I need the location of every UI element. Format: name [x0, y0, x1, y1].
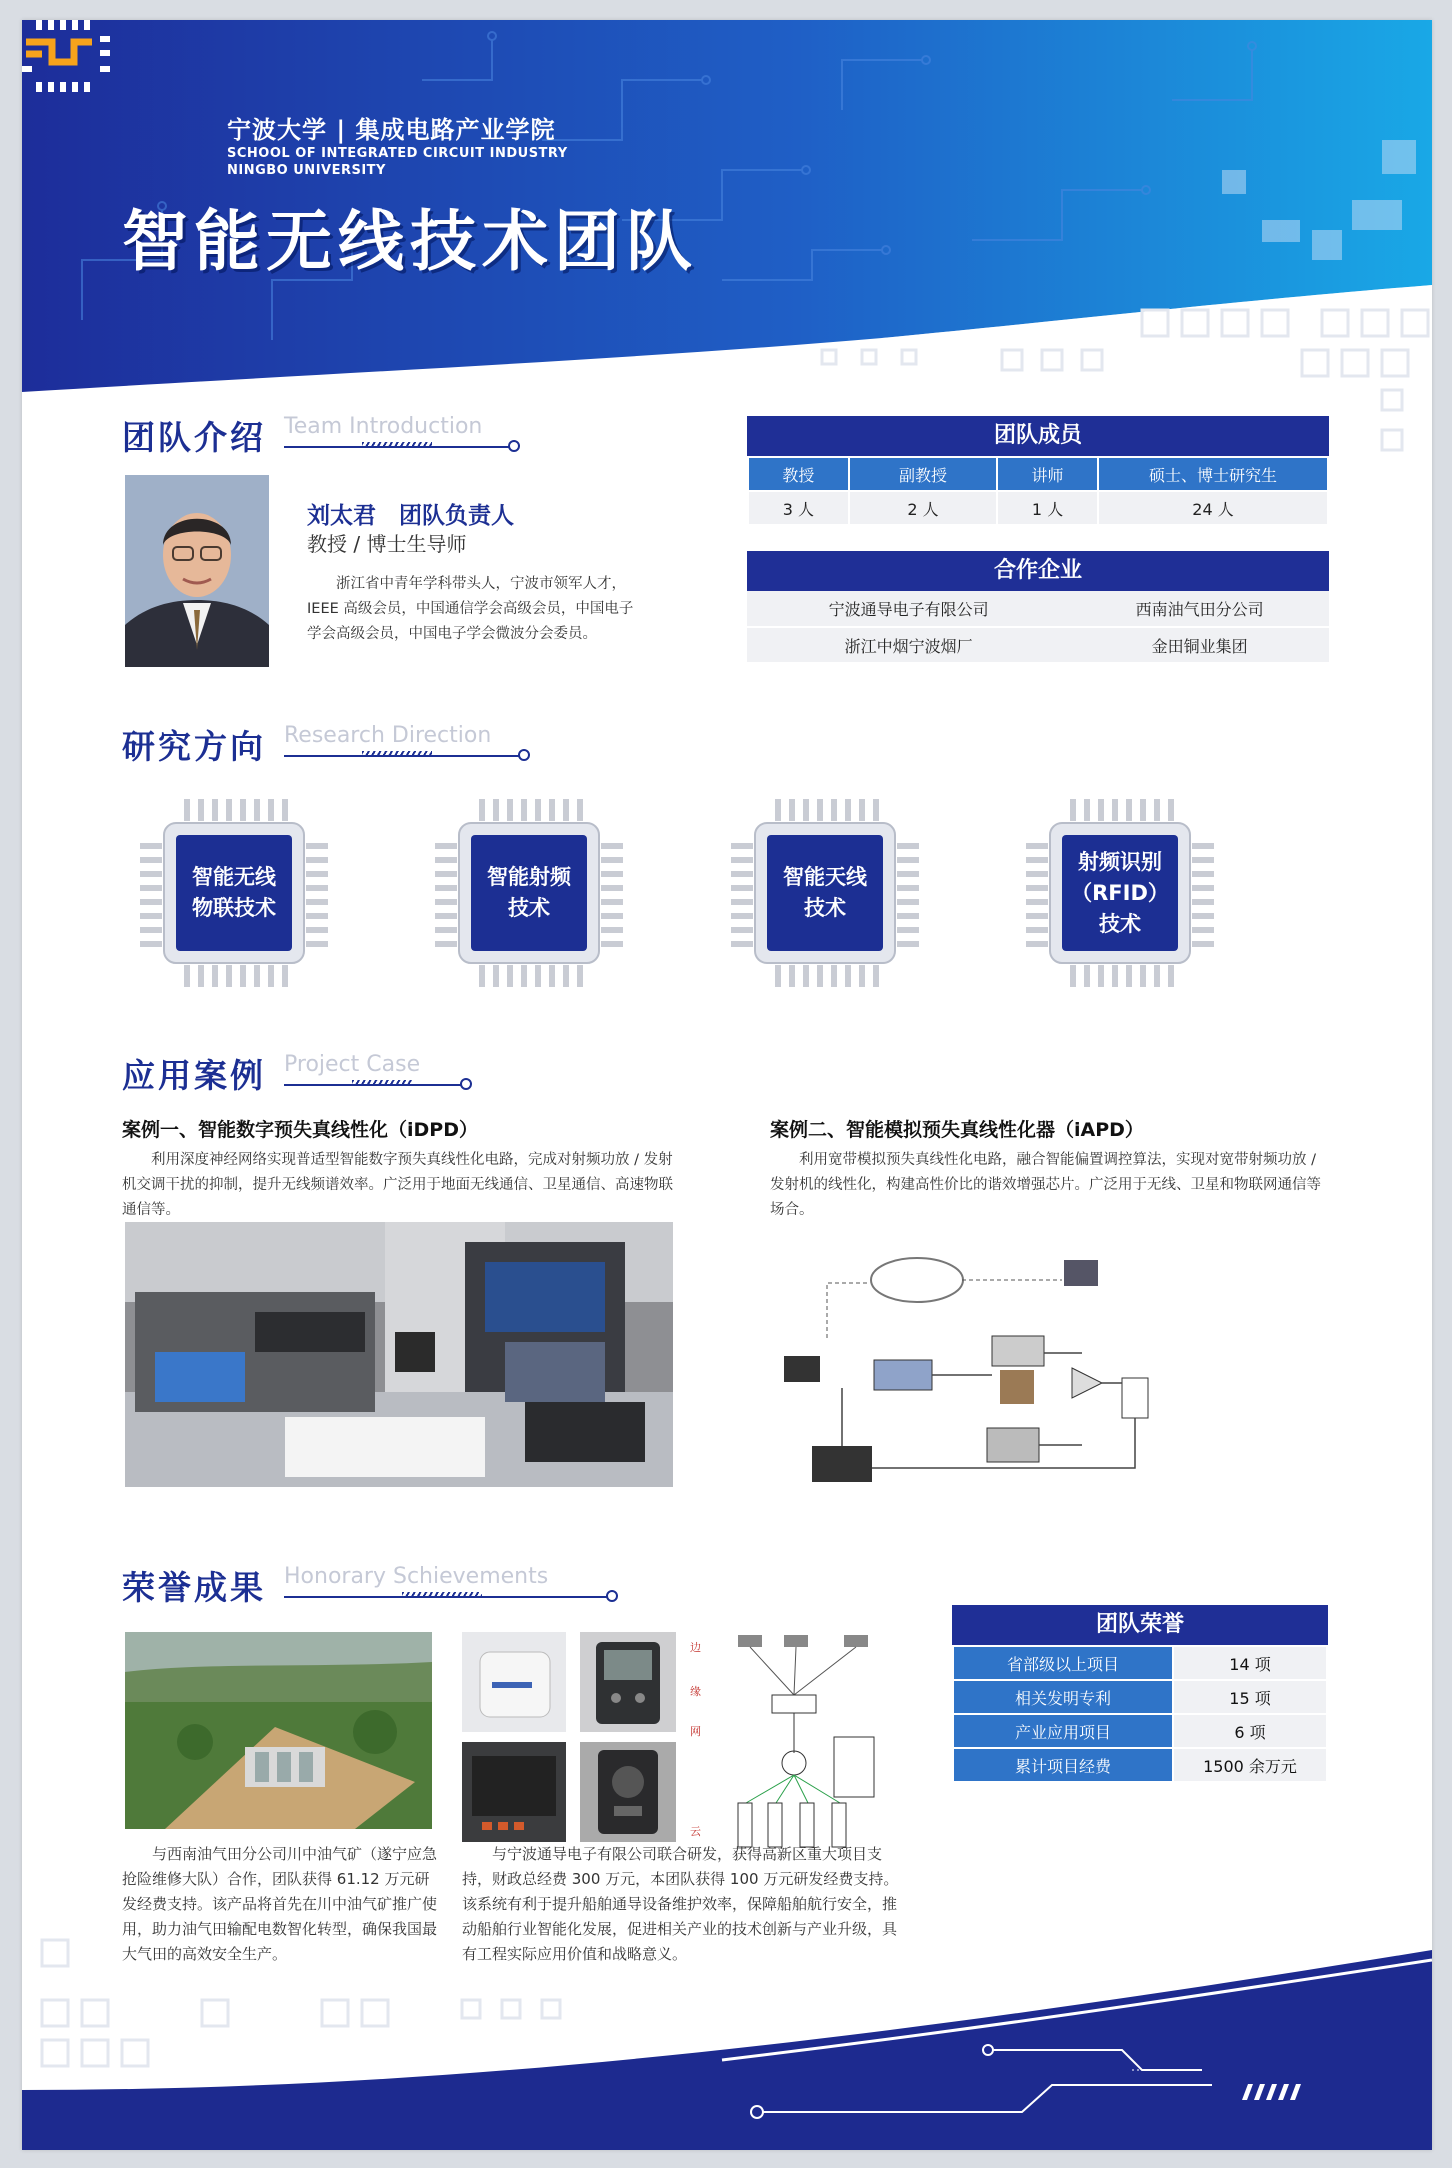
section-title-research: 研究方向 Research Direction	[122, 721, 572, 769]
honor-value: 1500 余万元	[1173, 1748, 1327, 1782]
leader-description: 浙江省中青年学科带头人，宁波市领军人才，IEEE 高级会员，中国通信学会高级会员，中国电子学会高级会员，中国电子学会微波分会委员。	[307, 576, 634, 642]
gas-field-photo	[125, 1632, 432, 1829]
research-chip	[727, 795, 923, 991]
members-header: 教授	[748, 457, 849, 491]
research-chip	[136, 795, 332, 991]
partners-table-title: 合作企业	[747, 551, 1329, 591]
section-title-honors: 荣誉成果 Honorary Schievements	[122, 1562, 642, 1610]
partner-name: 金田铜业集团	[1070, 627, 1329, 663]
school-logo-icon	[22, 20, 110, 92]
honor-label: 省部级以上项目	[953, 1646, 1173, 1680]
device-photo-1	[462, 1632, 566, 1732]
research-chip-label: 射频识别 （RFID） 技术	[1071, 849, 1169, 936]
members-header: 讲师	[997, 457, 1098, 491]
leader-title: 教授 / 博士生导师	[307, 532, 467, 556]
honor-value: 14 项	[1173, 1646, 1327, 1680]
research-chip	[431, 795, 627, 991]
page-title: 智能无线技术团队	[122, 203, 698, 280]
members-table	[747, 456, 1329, 526]
honors-table-title: 团队荣誉	[952, 1605, 1328, 1645]
svg-text:云: 云	[690, 1825, 701, 1838]
svg-text:缘: 缘	[690, 1685, 701, 1698]
partner-name: 西南油气田分公司	[1070, 591, 1329, 627]
lab-photo	[125, 1222, 673, 1487]
members-value: 24 人	[1098, 491, 1328, 525]
leader-name: 刘太君 团队负责人	[307, 503, 514, 529]
members-table-title: 团队成员	[747, 416, 1329, 456]
section-title-cases: 应用案例 Project Case	[122, 1050, 542, 1098]
research-chip-label: 智能无线 物联技术	[192, 865, 276, 920]
network-diagram	[684, 1625, 904, 1850]
honor-label: 累计项目经费	[953, 1748, 1173, 1782]
members-header: 硕士、博士研究生	[1098, 457, 1328, 491]
members-header: 副教授	[849, 457, 997, 491]
caption-gas-field: 与西南油气田分公司川中油气矿（遂宁应急抢险维修大队）合作，团队获得 61.12 万元研发经费支持。该产品将首先在川中油气矿推广使用，助力油气田输配电数智化转型，确保我国最大气田的高效安全生产。	[122, 1845, 438, 1963]
honors-table	[952, 1645, 1328, 1783]
partner-name: 浙江中烟宁波烟厂	[747, 627, 1070, 663]
svg-text:网: 网	[690, 1725, 701, 1738]
research-chip-label: 智能天线 技术	[783, 865, 867, 920]
honor-label: 相关发明专利	[953, 1680, 1173, 1714]
school-name-cn: 宁波大学 | 集成电路产业学院	[227, 115, 556, 144]
school-name-en: SCHOOL OF INTEGRATED CIRCUIT INDUSTRY NINGBO UNIVERSITY	[227, 146, 568, 178]
partners-table	[747, 591, 1329, 664]
case1-text: 利用深度神经网络实现普适型智能数字预失真线性化电路，完成对射频功放 / 发射机交调干扰的抑制，提升无线频谱效率。广泛用于地面无线通信、卫星通信、高速物联通信等。	[122, 1152, 673, 1218]
leader-portrait	[125, 475, 269, 667]
footer-banner	[22, 1890, 1432, 2150]
caption-navigation-project: 与宁波通导电子有限公司联合研发，获得高新区重大项目支持，财政总经费 300 万元，本团队获得 100 万元研发经费支持。该系统有利于提升船舶通导设备维护效率，保障船舶航行安全，推动船舶行业智能化发展，促进相关产业的技术创新与产业升级，具有工程实际应用价值和战略意义。	[462, 1845, 899, 1963]
case1-title: 案例一、智能数字预失真线性化（iDPD）	[122, 1119, 478, 1141]
research-chip	[1022, 795, 1218, 991]
case2-title: 案例二、智能模拟预失真线性化器（iAPD）	[770, 1119, 1144, 1141]
section-title-intro: 团队介绍 Team Introduction	[122, 412, 552, 460]
research-chip-label: 智能射频 技术	[487, 865, 571, 920]
honor-value: 15 项	[1173, 1680, 1327, 1714]
device-photo-2	[580, 1632, 676, 1732]
partner-name: 宁波通导电子有限公司	[747, 591, 1070, 627]
honor-value: 6 项	[1173, 1714, 1327, 1748]
device-photo-3	[462, 1742, 566, 1842]
svg-text:边: 边	[690, 1641, 701, 1654]
members-value: 2 人	[849, 491, 997, 525]
members-value: 1 人	[997, 491, 1098, 525]
honor-label: 产业应用项目	[953, 1714, 1173, 1748]
members-value: 3 人	[748, 491, 849, 525]
system-diagram	[782, 1238, 1182, 1498]
poster	[22, 20, 1432, 2150]
device-photo-4	[580, 1742, 676, 1842]
case2-text: 利用宽带模拟预失真线性化电路，融合智能偏置调控算法，实现对宽带射频功放 / 发射机的线性化，构建高性价比的谐效增强芯片。广泛用于无线、卫星和物联网通信等场合。	[770, 1152, 1321, 1218]
